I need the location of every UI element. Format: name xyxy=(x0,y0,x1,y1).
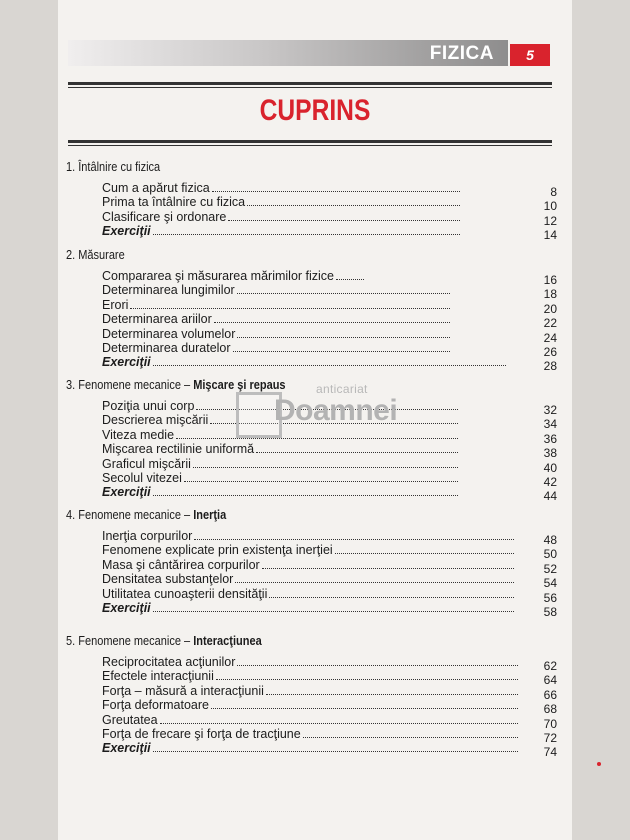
section-heading xyxy=(66,248,125,262)
section-title-bold: Inerţia xyxy=(193,508,227,522)
dot-leader xyxy=(237,292,450,294)
section-heading xyxy=(66,634,262,648)
section-title: Fenomene mecanice – xyxy=(78,508,191,522)
toc-entry-page: 40 xyxy=(543,460,557,475)
toc-entry-page: 10 xyxy=(543,199,557,214)
dot-leader xyxy=(228,219,460,221)
section-title: Întâlnire cu fizica xyxy=(78,160,161,174)
toc-entry-label: Exerciţii xyxy=(102,224,151,239)
toc-entry[interactable] xyxy=(102,268,557,287)
toc-entry-label: Determinarea volumelor xyxy=(102,326,236,341)
section-title-bold: Mişcare şi repaus xyxy=(193,378,286,392)
red-dot-mark xyxy=(597,762,601,766)
section-number: 5. xyxy=(66,634,76,648)
dot-leader xyxy=(335,552,514,554)
toc-entry-page: 34 xyxy=(543,417,557,432)
toc-entry[interactable] xyxy=(102,726,557,745)
toc-entry[interactable] xyxy=(102,557,557,576)
title-rule xyxy=(68,140,552,143)
toc-entry-label: Poziţia unui corp xyxy=(102,399,195,413)
toc-entry-label: Determinarea lungimilor xyxy=(102,283,235,298)
toc-entry[interactable] xyxy=(102,470,557,489)
running-header-bar xyxy=(68,40,508,66)
dot-leader xyxy=(193,466,458,468)
toc-entry-page: 18 xyxy=(543,287,557,302)
toc-entry-page: 54 xyxy=(543,576,557,591)
watermark xyxy=(232,376,402,446)
toc-entry[interactable] xyxy=(102,354,557,374)
toc-entry[interactable] xyxy=(102,326,557,345)
dot-leader xyxy=(262,567,514,569)
toc-entry-page: 22 xyxy=(543,316,557,331)
toc-entry-label: Secolul vitezei xyxy=(102,471,182,485)
dot-leader xyxy=(247,204,460,206)
toc-entry-page: 68 xyxy=(543,702,557,717)
toc-entry-label: Descrierea mişcării xyxy=(102,413,209,428)
toc-entry[interactable] xyxy=(102,223,557,243)
toc-entry-label: Determinarea ariilor xyxy=(102,312,212,327)
dot-leader xyxy=(153,610,514,612)
section-title: Fenomene mecanice – xyxy=(78,634,191,648)
dot-leader xyxy=(237,336,450,338)
toc-entry[interactable] xyxy=(102,740,557,760)
toc-entry-label: Determinarea duratelor xyxy=(102,341,231,355)
toc-entry-label: Prima ta întâlnire cu fizica xyxy=(102,195,246,210)
section-number: 2. xyxy=(66,248,76,262)
toc-entry[interactable] xyxy=(102,297,557,316)
toc-entry-page: 66 xyxy=(543,687,557,702)
toc-entry-label: Exerciţii xyxy=(102,355,151,370)
toc-entry[interactable] xyxy=(102,209,557,228)
toc-entry[interactable] xyxy=(102,180,557,199)
toc-entry-page: 24 xyxy=(543,330,557,345)
toc-entry[interactable] xyxy=(102,712,557,731)
toc-entry-label: Exerciţii xyxy=(102,601,151,615)
dot-leader xyxy=(184,480,458,482)
toc-entry[interactable] xyxy=(102,282,557,302)
toc-entry-label: Clasificare şi ordonare xyxy=(102,209,227,224)
dot-leader xyxy=(211,707,518,709)
toc-entry[interactable] xyxy=(102,683,557,702)
toc-entry-page: 32 xyxy=(543,403,557,417)
toc-entry-page: 74 xyxy=(543,745,557,760)
dot-leader xyxy=(256,451,458,453)
toc-entry-page: 14 xyxy=(543,228,557,243)
toc-entry-label: Forţa deformatoare xyxy=(102,698,209,713)
toc-entry-page: 62 xyxy=(543,659,557,673)
watermark-small-text: anticariat xyxy=(316,382,368,396)
toc-entry[interactable] xyxy=(102,311,557,331)
toc-entry-page: 72 xyxy=(543,731,557,745)
toc-entry-label: Compararea şi măsurarea mărimilor fizice xyxy=(102,269,335,283)
toc-entry-page: 12 xyxy=(543,213,557,228)
toc-entry-label: Efectele interacţiunii xyxy=(102,669,214,684)
toc-entry-page: 50 xyxy=(543,547,557,562)
section-number: 1. xyxy=(66,160,76,174)
toc-entry-page: 16 xyxy=(543,273,557,287)
title-rule-thin xyxy=(68,145,552,146)
toc-entry-page: 58 xyxy=(543,605,557,619)
toc-entry-page: 64 xyxy=(543,673,557,688)
toc-entry-page: 52 xyxy=(543,561,557,576)
toc-entry-page: 20 xyxy=(543,301,557,316)
toc-entry-label: Greutatea xyxy=(102,712,158,727)
dot-leader xyxy=(233,350,450,352)
dot-leader xyxy=(130,307,450,309)
section-heading xyxy=(66,160,160,174)
toc-entry-label: Viteza medie xyxy=(102,427,175,442)
section-title-bold: Interacţiunea xyxy=(193,634,262,648)
toc-entry[interactable] xyxy=(102,340,557,359)
toc-entry-label: Reciprocitatea acţiunilor xyxy=(102,655,236,669)
toc-entry-label: Exerciţii xyxy=(102,741,151,756)
toc-entry[interactable] xyxy=(102,654,557,673)
dot-leader xyxy=(235,581,514,583)
dot-leader xyxy=(153,364,506,366)
toc-entry-label: Masa şi cântărirea corpurilor xyxy=(102,557,260,572)
dot-leader xyxy=(303,736,518,738)
toc-entry-page: 38 xyxy=(543,446,557,461)
section-title: Măsurare xyxy=(78,248,125,262)
toc-entry-label: Forţa de frecare şi forţa de tracţiune xyxy=(102,727,301,741)
toc-entry[interactable] xyxy=(102,542,557,562)
toc-entry-label: Cum a apărut fizica xyxy=(102,181,210,195)
toc-entry[interactable] xyxy=(102,194,557,214)
toc-entry-page: 44 xyxy=(543,489,557,504)
dot-leader xyxy=(212,190,460,192)
toc-entry[interactable] xyxy=(102,456,557,475)
toc-entry-page: 28 xyxy=(543,359,557,374)
toc-entry[interactable] xyxy=(102,528,557,547)
header-rule xyxy=(68,82,552,85)
page-number-badge: 5 xyxy=(510,44,550,66)
toc-entry-label: Erori xyxy=(102,297,129,312)
dot-leader xyxy=(153,750,518,752)
toc-entry[interactable] xyxy=(102,571,557,591)
toc-entry-page: 70 xyxy=(543,716,557,731)
toc-entry[interactable] xyxy=(102,484,557,504)
dot-leader xyxy=(216,678,518,680)
toc-entry-label: Exerciţii xyxy=(102,485,151,500)
running-header-subject: FIZICA xyxy=(429,43,494,64)
toc-entry-page: 36 xyxy=(543,431,557,446)
section-number: 4. xyxy=(66,508,76,522)
toc-entry-page: 8 xyxy=(550,185,557,199)
page-title: CUPRINS xyxy=(259,94,371,127)
toc-entry-label: Forţa – măsură a interacţiunii xyxy=(102,683,264,698)
section-title: Fenomene mecanice – xyxy=(78,378,191,392)
toc-entry[interactable] xyxy=(102,586,557,605)
dot-leader xyxy=(160,722,518,724)
toc-entry-page: 26 xyxy=(543,345,557,359)
toc-entry-label: Fenomene explicate prin existenţa inerţiei xyxy=(102,543,333,558)
section-heading xyxy=(66,508,226,522)
toc-entry-page: 56 xyxy=(543,590,557,605)
dot-leader xyxy=(194,538,514,540)
dot-leader xyxy=(153,233,460,235)
toc-entry[interactable] xyxy=(102,600,557,619)
dot-leader xyxy=(336,278,364,280)
toc-entry-label: Inerţia corpurilor xyxy=(102,529,193,543)
toc-entry[interactable] xyxy=(102,697,557,717)
dot-leader xyxy=(153,494,458,496)
dot-leader xyxy=(266,693,518,695)
toc-entry[interactable] xyxy=(102,668,557,688)
toc-entry-label: Mişcarea rectilinie uniformă xyxy=(102,442,255,457)
dot-leader xyxy=(269,596,514,598)
toc-entry-page: 48 xyxy=(543,533,557,547)
dot-leader xyxy=(214,321,450,323)
header-rule-thin xyxy=(68,87,552,88)
watermark-big-text: Doamnei xyxy=(274,394,398,427)
section-number: 3. xyxy=(66,378,76,392)
toc-entry-label: Utilitatea cunoaşterii densităţii xyxy=(102,586,268,601)
toc-entry-label: Graficul mişcării xyxy=(102,456,191,471)
toc-entry-label: Densitatea substanţelor xyxy=(102,572,234,587)
toc-entry-page: 42 xyxy=(543,475,557,489)
dot-leader xyxy=(237,664,518,666)
